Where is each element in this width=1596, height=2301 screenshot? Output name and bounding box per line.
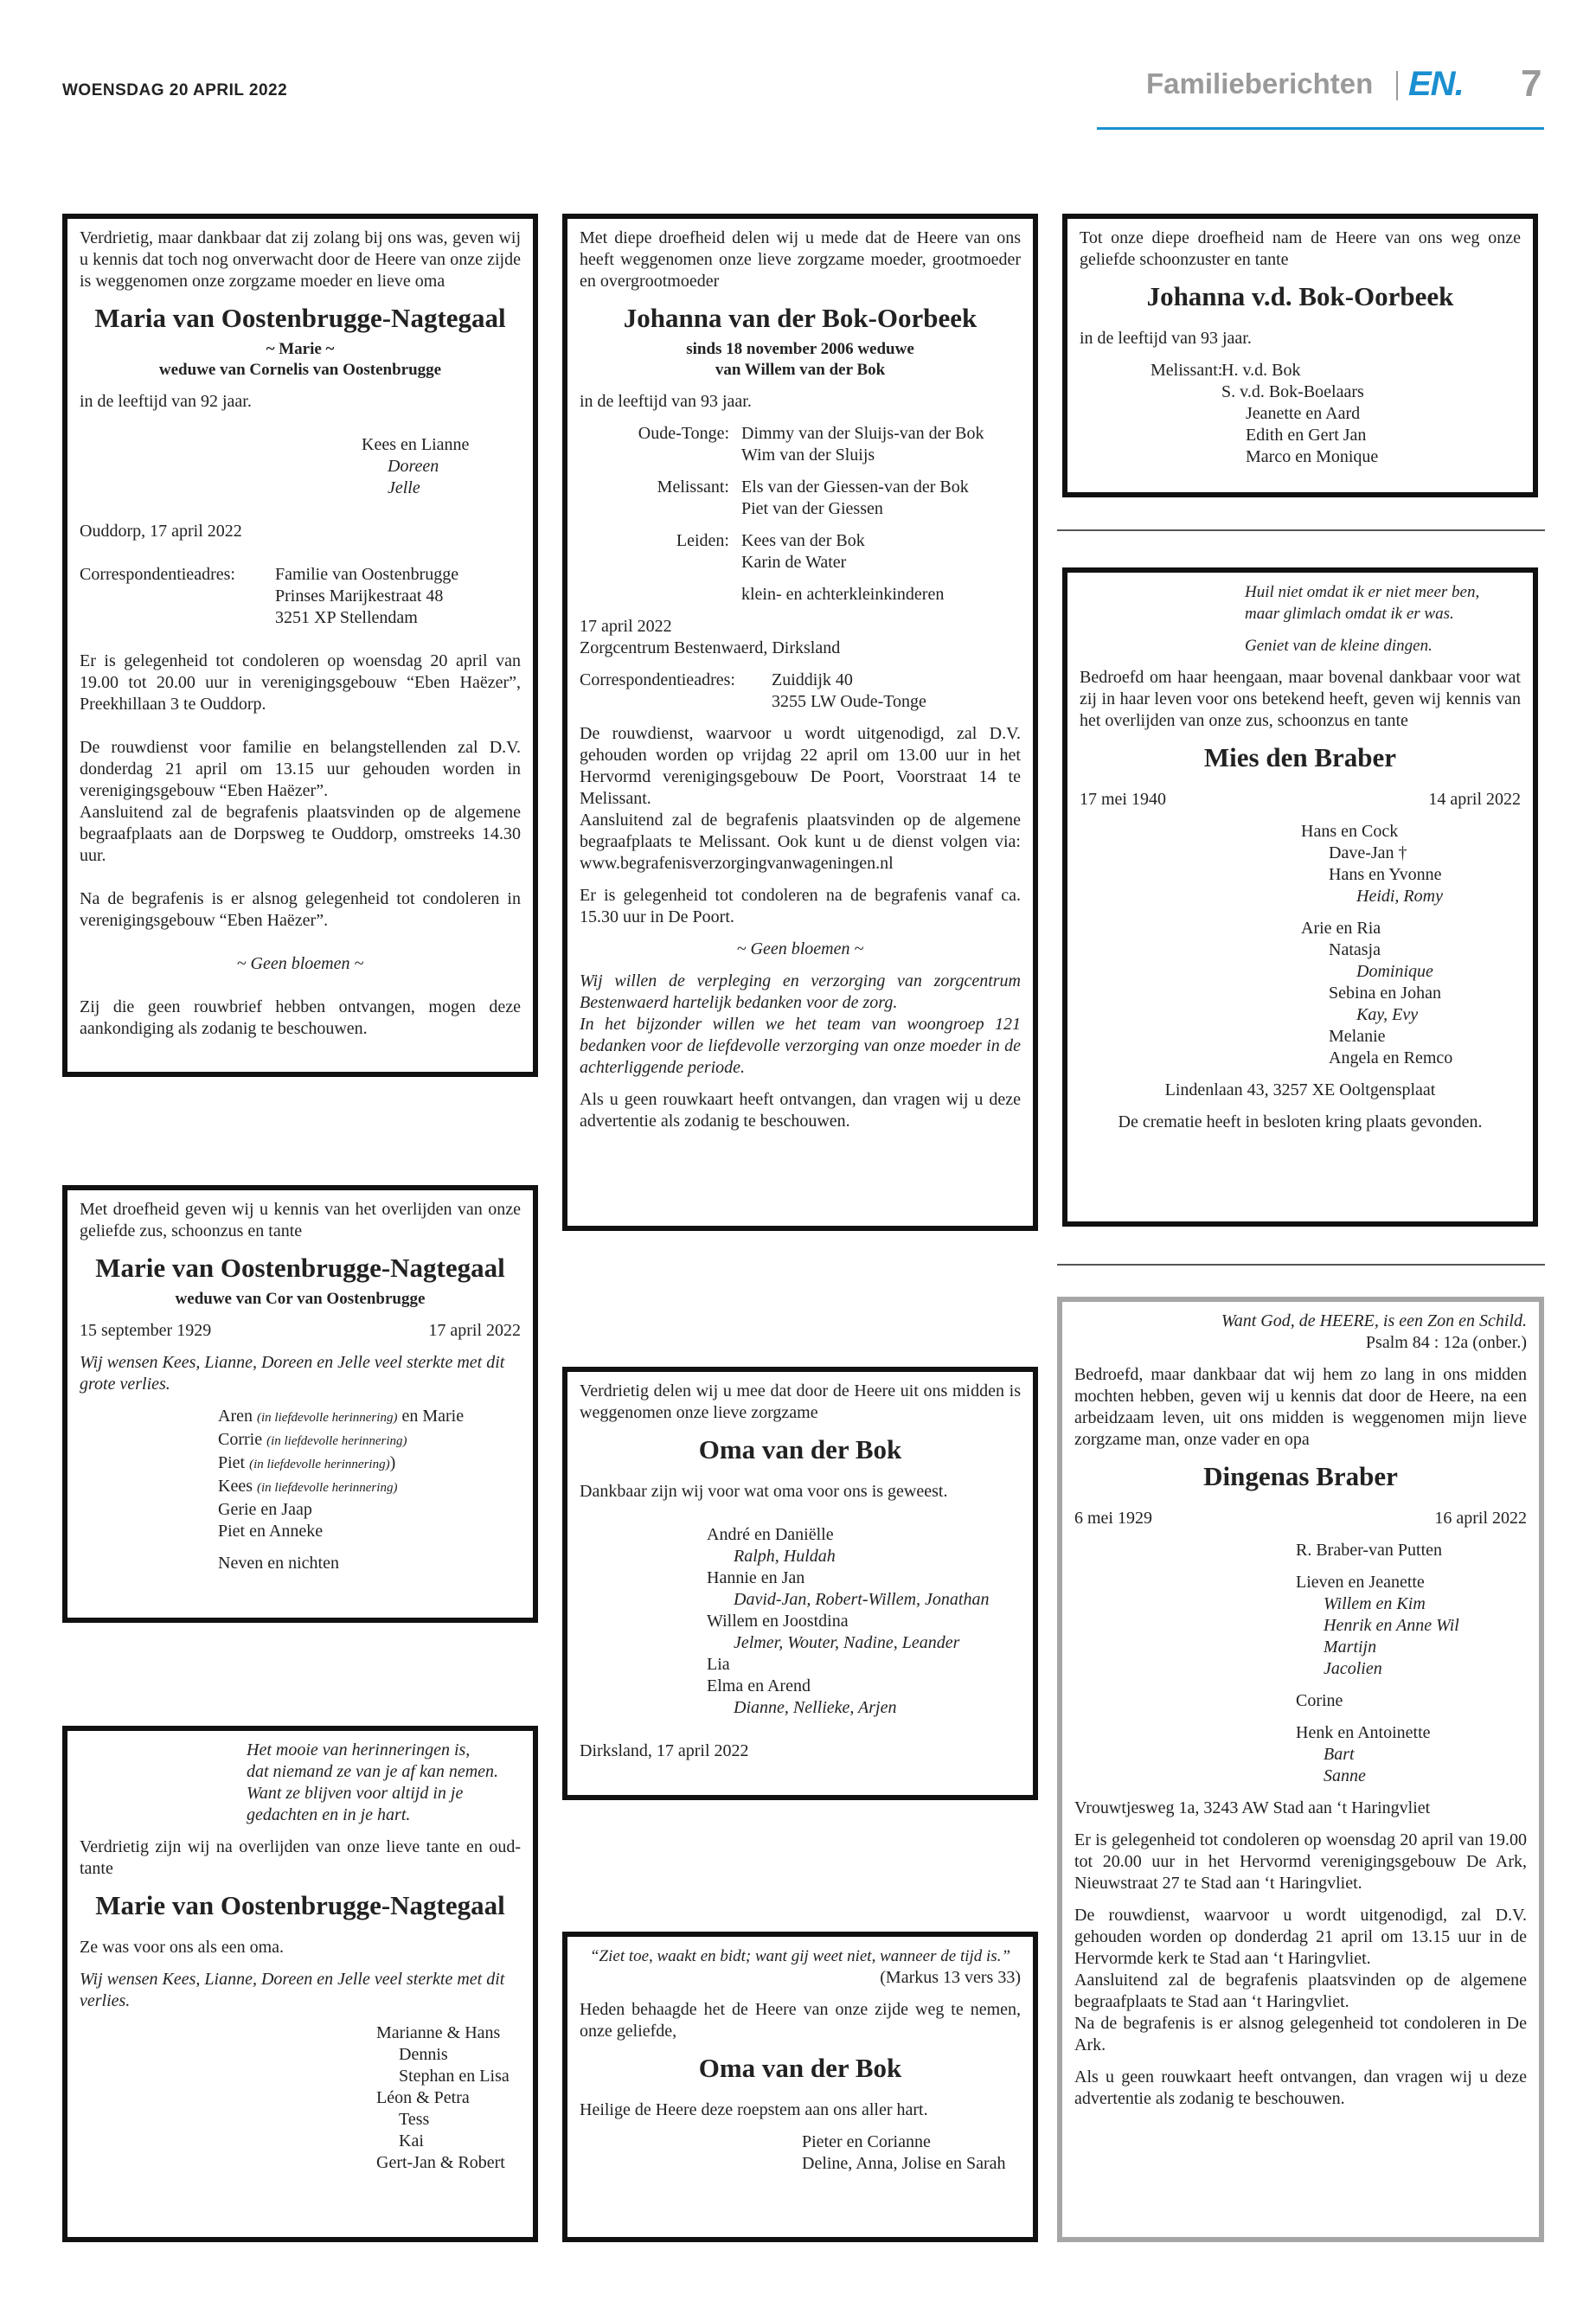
- cremation-text: De crematie heeft in besloten kring plaats gevonden.: [1118, 1112, 1483, 1131]
- birth-date: 15 september 1929: [80, 1321, 212, 1340]
- intro-text: Bedroefd om haar heengaan, maar bovenal dankbaar voor wat zij in haar leven voor ons betekend heeft, geven wij kennis van het overlijden van onze zus, schoonzus en tante: [1080, 668, 1521, 730]
- poem: [1080, 581, 1521, 657]
- family-line: Marianne & Hans: [376, 2023, 501, 2042]
- nickname: ~ Marie ~: [266, 340, 335, 358]
- obituary-maria: [62, 214, 538, 1077]
- deceased-name: Johanna van der Bok-Oorbeek: [623, 303, 977, 333]
- family-line: Sebina en Johan: [1329, 984, 1441, 1003]
- family-line: Jelle: [388, 478, 420, 497]
- address-line: Zuiddijk 40: [772, 670, 853, 689]
- family-line: Willem en Kim: [1324, 1594, 1426, 1613]
- obituary-mies: [1062, 567, 1538, 1227]
- family-line: Gerie en Jaap: [218, 1500, 312, 1519]
- burial-text: Aansluitend zal de begrafenis plaatsvinden op de algemene begraafplaats te Melissant. Ook kunt u de dienst volgen via: www.begrafenisverzorgingvanwageningen.nl: [580, 811, 1021, 873]
- family-line: Dave-Jan †: [1329, 843, 1407, 862]
- intro-text: Tot onze diepe droefheid nam de Heere van ons weg onze geliefde schoonzuster en tante: [1080, 228, 1521, 269]
- header-rule: [1097, 127, 1544, 130]
- grandchildren: klein- en achterkleinkinderen: [741, 585, 945, 604]
- section-title: Familieberichten: [1146, 67, 1374, 99]
- town-label: Melissant:: [657, 478, 729, 497]
- newspaper-logo: EN.: [1408, 65, 1464, 103]
- family-line: Hans en Cock: [1301, 822, 1399, 841]
- deceased-name: Dingenas Braber: [1203, 1461, 1398, 1491]
- thanks-text: In het bijzonder willen we het team van woongroep 121 bedanken voor de liefdevolle verzorging van onze moeder in de achterliggende periode.: [580, 1015, 1021, 1077]
- intro-text: Met droefheid geven wij u kennis van het overlijden van onze geliefde zus, schoonzus en tante: [80, 1200, 521, 1240]
- family-line: H. v.d. Bok: [1221, 361, 1301, 380]
- town-label: Leiden:: [676, 531, 729, 550]
- family-line: Sanne: [1324, 1766, 1366, 1785]
- column-divider: [1057, 529, 1545, 531]
- family-line: Marco en Monique: [1246, 447, 1379, 466]
- family-group: [580, 477, 1021, 520]
- family-line: Kees van der Bok: [741, 531, 865, 550]
- place-date: Dirksland, 17 april 2022: [580, 1741, 749, 1760]
- service-text: De rouwdienst, waarvoor u wordt uitgenodigd, zal D.V. gehouden worden op vrijdag 22 april om 13.00 uur in het Hervormd verenigingsgebouw De Poort, Voorstraat 14 te Melissant.: [580, 724, 1021, 808]
- poem-line: dat niemand ze van je af kan nemen.: [247, 1762, 499, 1781]
- deceased-name: Johanna v.d. Bok-Oorbeek: [1146, 281, 1454, 311]
- death-date: 17 april 2022: [580, 617, 672, 636]
- no-flowers: ~ Geen bloemen ~: [236, 954, 364, 973]
- bible-quote: Want God, de HEERE, is een Zon en Schild.: [1221, 1311, 1527, 1330]
- family-line: Dennis: [399, 2045, 448, 2064]
- service-text: De rouwdienst voor familie en belangstellenden zal D.V. donderdag 21 april om 13.15 uur gehouden worden in verenigingsgebouw “Eben Haëzer”.: [80, 738, 521, 800]
- service-text: De rouwdienst, waarvoor u wordt uitgenodigd, zal D.V. gehouden worden op donderdag 21 april om 13.15 uur in de Hervormde kerk te Stad aan ‘t Haringvliet.: [1074, 1906, 1527, 1968]
- notice-text: Als u geen rouwkaart heeft ontvangen, dan vragen wij u deze advertentie als zodanig te beschouwen.: [580, 1090, 1021, 1131]
- issue-date: WOENSDAG 20 APRIL 2022: [62, 81, 288, 99]
- life-dates: [1080, 789, 1521, 811]
- wish-text: Wij wensen Kees, Lianne, Doreen en Jelle veel sterkte met dit grote verlies.: [80, 1353, 505, 1394]
- intro-text: Heden behaagde het de Heere van onze zijde weg te nemen, onze geliefde,: [580, 2000, 1021, 2041]
- family-line: Melanie: [1329, 1027, 1386, 1046]
- address-line: 3251 XP Stellendam: [275, 608, 418, 627]
- correspondence-label: Correspondentieadres:: [80, 565, 235, 584]
- family-line: Karin de Water: [741, 553, 847, 572]
- family-line: Natasja: [1329, 940, 1381, 959]
- intro-text: Met diepe droefheid delen wij u mede dat de Heere van ons heeft weggenomen onze lieve zorgzame moeder, grootmoeder en overgrootmoeder: [580, 228, 1021, 291]
- family-line: Piet en Anneke: [218, 1522, 324, 1541]
- correspondence-address: [580, 670, 1021, 713]
- family-line: Angela en Remco: [1329, 1048, 1453, 1067]
- death-date: 16 april 2022: [1434, 1509, 1527, 1528]
- intro-text: Verdrietig, maar dankbaar dat zij zolang bij ons was, geven wij u kennis dat toch nog onverwacht door de Heere van onze zijde is weggenomen onze zorgzame moeder en lieve oma: [80, 228, 521, 291]
- obituary-johanna: [562, 214, 1038, 1231]
- family-line: Henk en Antoinette: [1296, 1723, 1431, 1742]
- birth-date: 17 mei 1940: [1080, 790, 1166, 809]
- obituary-marie-sister: [62, 1185, 538, 1623]
- notice-text: Zij die geen rouwbrief hebben ontvangen, mogen deze aankondiging als zodanig te beschouwen.: [80, 997, 521, 1038]
- obituary-oma-grandchildren: [562, 1367, 1038, 1800]
- thanks-text: Wij willen de verpleging en verzorging van zorgcentrum Bestenwaerd hartelijk bedanken voor de zorg.: [580, 971, 1021, 1012]
- condolence-text: Er is gelegenheid tot condoleren op woensdag 20 april van 19.00 tot 20.00 uur in het Hervormd verenigingsgebouw De Ark, Nieuwstraat 27 te Stad aan ‘t Haringvliet.: [1074, 1830, 1527, 1893]
- family-line: Corine: [1296, 1691, 1343, 1710]
- family-line: Kay, Evy: [1356, 1005, 1419, 1024]
- age-text: in de leeftijd van 92 jaar.: [80, 392, 252, 411]
- family-line: Doreen: [388, 457, 439, 476]
- widow-since: sinds 18 november 2006 weduwe: [686, 340, 914, 358]
- burial-text: Aansluitend zal de begrafenis plaatsvinden op de algemene begraafplaats te Stad aan ‘t Haringvliet.: [1074, 1971, 1527, 2011]
- family-line: Ralph, Huldah: [734, 1547, 836, 1566]
- family-line: Piet (in liefdevolle herinnering)): [218, 1453, 396, 1472]
- family-line: S. v.d. Bok-Boelaars: [1221, 382, 1364, 401]
- family-line: Heidi, Romy: [1356, 887, 1443, 906]
- poem-line: Het mooie van herinneringen is,: [247, 1740, 471, 1759]
- burial-text: Aansluitend zal de begrafenis plaatsvinden op de algemene begraafplaats aan de Dorpsweg te Ouddorp, omstreeks 14.30 uur.: [80, 803, 521, 865]
- no-flowers: ~ Geen bloemen ~: [736, 939, 864, 958]
- deceased-name: Marie van Oostenbrugge-Nagtegaal: [95, 1890, 505, 1920]
- intro-text: Bedroefd, maar dankbaar dat wij hem zo lang in ons midden mochten hebben, geven wij u kennis dat door de Heere, na een arbeidzaam leven, uit ons midden is weggenomen mijn lieve zorgzame man, onze vader en opa: [1074, 1365, 1527, 1449]
- family-line: Gert-Jan & Robert: [376, 2153, 505, 2172]
- correspondence-label: Correspondentieadres:: [580, 670, 735, 689]
- family-line: Els van der Giessen-van der Bok: [741, 478, 969, 497]
- deceased-name: Maria van Oostenbrugge-Nagtegaal: [94, 303, 506, 333]
- family-line: R. Braber-van Putten: [1296, 1541, 1443, 1560]
- obituary-oma-family: [562, 1932, 1038, 2242]
- deceased-name: Oma van der Bok: [698, 2053, 902, 2083]
- family-group: [580, 530, 1021, 574]
- family-line: Bart: [1324, 1745, 1355, 1764]
- intro-text: Verdrietig delen wij u mee dat door de Heere uit ons midden is weggenomen onze lieve zorgzame: [580, 1381, 1021, 1422]
- family-line: Wim van der Sluijs: [741, 445, 875, 465]
- family-line: Kai: [399, 2131, 424, 2150]
- family-line: Jacolien: [1324, 1659, 1382, 1678]
- remark-text: Heilige de Heere deze roepstem aan ons aller hart.: [580, 2100, 928, 2119]
- after-burial-text: Na de begrafenis is er alsnog gelegenheid tot condoleren in De Ark.: [1074, 2014, 1527, 2054]
- life-dates: [80, 1320, 521, 1342]
- bible-reference: (Markus 13 vers 33): [880, 1968, 1021, 1987]
- page-number: 7: [1521, 62, 1542, 105]
- family-line: Martijn: [1324, 1638, 1377, 1657]
- widow-of: van Willem van der Bok: [715, 361, 886, 379]
- poem-line: Geniet van de kleine dingen.: [1245, 637, 1433, 655]
- age-text: in de leeftijd van 93 jaar.: [580, 392, 752, 411]
- remark-text: Ze was voor ons als een oma.: [80, 1938, 285, 1957]
- intro-text: Verdrietig zijn wij na overlijden van onze lieve tante en oud-tante: [80, 1837, 521, 1878]
- family-line: Neven en nichten: [218, 1554, 339, 1573]
- poem-line: Want ze blijven voor altijd in je: [247, 1784, 464, 1803]
- family-line: Edith en Gert Jan: [1246, 426, 1367, 445]
- death-date: 14 april 2022: [1428, 790, 1521, 809]
- remark-text: Dankbaar zijn wij voor wat oma voor ons is geweest.: [580, 1482, 948, 1501]
- family-line: Hans en Yvonne: [1329, 865, 1442, 884]
- family-line: Tess: [399, 2110, 430, 2129]
- bible-reference: Psalm 84 : 12a (onber.): [1365, 1333, 1527, 1352]
- death-place: Zorgcentrum Bestenwaerd, Dirksland: [580, 638, 841, 657]
- family-line: Kees en Lianne: [362, 435, 470, 454]
- bible-quote: “Ziet toe, waakt en bidt; want gij weet niet, wanneer de tijd is.”: [589, 1947, 1011, 1965]
- town-label: Oude-Tonge:: [638, 424, 729, 443]
- family-line: Kees (in liefdevolle herinnering): [218, 1477, 398, 1496]
- family-line: Arie en Ria: [1301, 919, 1381, 938]
- family-line: Deline, Anna, Jolise en Sarah: [802, 2154, 1006, 2173]
- family-line: Corrie (in liefdevolle herinnering): [218, 1430, 407, 1449]
- family-line: Aren (in liefdevolle herinnering) en Marie: [218, 1407, 465, 1426]
- death-date: 17 april 2022: [428, 1321, 521, 1340]
- wish-text: Wij wensen Kees, Lianne, Doreen en Jelle veel sterkte met dit verlies.: [80, 1970, 505, 2010]
- family-line: Lia: [707, 1655, 730, 1674]
- family-group: [580, 423, 1021, 466]
- address-line: 3255 LW Oude-Tonge: [772, 692, 926, 711]
- family-line: Pieter en Corianne: [802, 2132, 931, 2151]
- address-line: Familie van Oostenbrugge: [275, 565, 459, 584]
- obituary-marie-aunt: [62, 1726, 538, 2242]
- poem-line: maar glimlach omdat ik er was.: [1245, 605, 1454, 623]
- town-label: Melissant:: [1151, 361, 1223, 380]
- address: Lindenlaan 43, 3257 XE Ooltgensplaat: [1164, 1080, 1436, 1099]
- family-line: Stephan en Lisa: [399, 2067, 510, 2086]
- poem: [80, 1740, 521, 1826]
- place-date: Ouddorp, 17 april 2022: [80, 522, 242, 541]
- family-line: Dianne, Nellieke, Arjen: [734, 1698, 897, 1717]
- deceased-name: Mies den Braber: [1203, 742, 1397, 772]
- obituary-johanna-relatives: [1062, 214, 1538, 497]
- family-line: Dominique: [1356, 962, 1433, 981]
- column-divider: [1057, 1264, 1545, 1266]
- condolence-text: Er is gelegenheid tot condoleren na de begrafenis vanaf ca. 15.30 uur in De Poort.: [580, 886, 1021, 926]
- correspondence-address: [80, 564, 521, 629]
- condolence-text: Er is gelegenheid tot condoleren op woensdag 20 april van 19.00 tot 20.00 uur in verenigingsgebouw “Eben Haëzer”, Preekhillaan 3 te Ouddorp.: [80, 651, 521, 714]
- header-divider: [1396, 71, 1398, 100]
- family-line: Henrik en Anne Wil: [1324, 1616, 1459, 1635]
- poem-line: gedachten en in je hart.: [247, 1805, 411, 1824]
- family-line: Hannie en Jan: [707, 1568, 805, 1587]
- family-group: [1080, 360, 1521, 468]
- after-burial-text: Na de begrafenis is er alsnog gelegenheid tot condoleren in verenigingsgebouw “Eben Haëzer”.: [80, 889, 521, 930]
- family-line: Lieven en Jeanette: [1296, 1573, 1425, 1592]
- widow-of: weduwe van Cornelis van Oostenbrugge: [158, 361, 442, 379]
- address-line: Prinses Marijkestraat 48: [275, 586, 444, 606]
- family-line: Piet van der Giessen: [741, 499, 883, 518]
- notice-text: Als u geen rouwkaart heeft ontvangen, dan vragen wij u deze advertentie als zodanig te beschouwen.: [1074, 2067, 1527, 2108]
- deceased-name: Oma van der Bok: [698, 1434, 902, 1465]
- life-dates: [1074, 1508, 1527, 1529]
- family-line: Willem en Joostdina: [707, 1612, 849, 1631]
- deceased-name: Marie van Oostenbrugge-Nagtegaal: [95, 1253, 505, 1283]
- poem-line: Huil niet omdat ik er niet meer ben,: [1245, 583, 1480, 601]
- age-text: in de leeftijd van 93 jaar.: [1080, 329, 1252, 348]
- family-line: Elma en Arend: [707, 1676, 811, 1695]
- widow-of: weduwe van Cor van Oostenbrugge: [175, 1290, 426, 1308]
- family-line: David-Jan, Robert-Willem, Jonathan: [734, 1590, 990, 1609]
- obituary-dingenas: [1057, 1297, 1544, 2242]
- family-line: Jeanette en Aard: [1246, 404, 1361, 423]
- family-line: Dimmy van der Sluijs-van der Bok: [741, 424, 984, 443]
- family-line: André en Daniëlle: [707, 1525, 834, 1544]
- family-line: Jelmer, Wouter, Nadine, Leander: [734, 1633, 960, 1652]
- address: Vrouwtjesweg 1a, 3243 AW Stad aan ‘t Haringvliet: [1074, 1798, 1431, 1817]
- birth-date: 6 mei 1929: [1074, 1509, 1152, 1528]
- family-line: Léon & Petra: [376, 2088, 470, 2107]
